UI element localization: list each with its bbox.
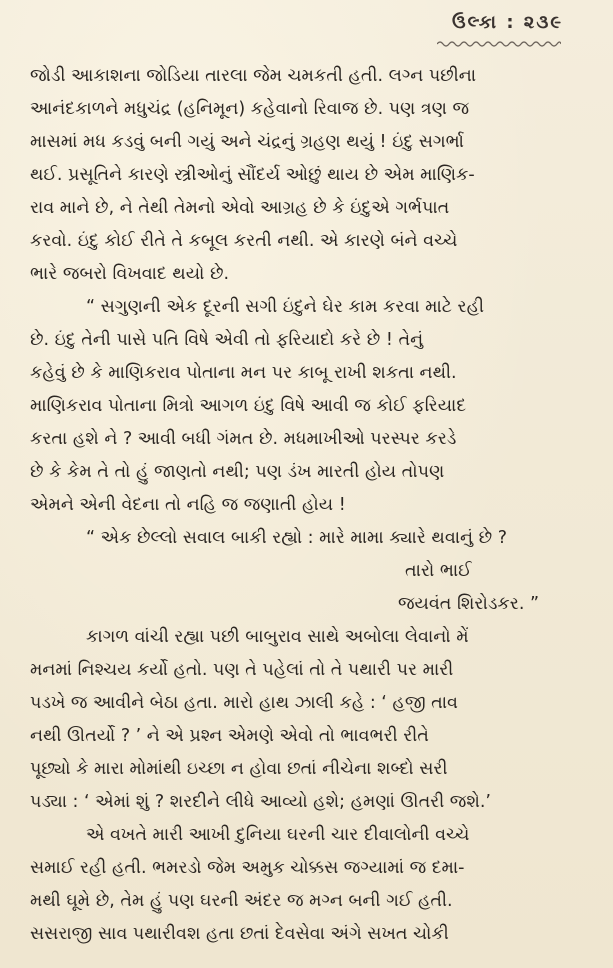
header-underline-ornament [437,40,561,48]
text-line: કરવો. ઇંદુ કોઈ રીતે તે કબૂલ કરતી નથી. એ કારણે બંને વચ્ચે [30,231,458,251]
text-line: એમને એની વેદના તો નહિ જ જણાતી હોય ! [30,495,346,515]
text-line: “ સગુણની એક દૂરની સગી ઇંદુને ઘેર કામ કરવા માટે રહી [86,297,485,317]
text-line: થઈ. પ્રસૂતિને કારણે સ્ત્રીઓનું સૌંદર્ય ઓછું થાય છે એમ માણિક- [30,165,475,185]
text-line: છે કે કેમ તે તો હું જાણતો નથી; પણ ડંખ મારતી હોય તોપણ [30,462,445,482]
text-line: પડ્યા : ‘ એમાં શું ? શરદીને લીધે આવ્યો હશે; હમણાં ઊતરી જશે.’ [30,792,491,812]
text-line: પડખે જ આવીને બેઠા હતા. મારો હાથ ઝાલી કહે : ‘ હજી તાવ [30,693,458,713]
text-line: આનંદકાળને મધુચંદ્ર (હનિમૂન) કહેવાનો રિવાજ છે. પણ ત્રણ જ [30,99,470,119]
text-line: જોડી આકાશના જોડિયા તારલા જેમ ચમકતી હતી. લગ્ન પછીના [30,66,477,86]
page-body-text [30,60,582,951]
running-header: ઉલ્કા : ૨૩૯ [451,12,563,33]
text-line: રાવ માને છે, ને તેથી તેમનો એવો આગ્રહ છે કે ઇંદુએ ગર્ભપાત [30,198,450,218]
text-line: મથી ઘૂમે છે, તેમ હું પણ ઘરની અંદર જ મગ્ન બની ગઈ હતી. [30,891,453,911]
text-line: એ વખતે મારી આખી દુનિયા ઘરની ચાર દીવાલોની વચ્ચે [86,825,470,845]
text-line: સસરાજી સાવ પથારીવશ હતા છતાં દેવસેવા અંગે સખત ચોકી [30,924,449,944]
text-line: ભારે જબરો વિખવાદ થયો છે. [30,264,230,284]
text-line: છે. ઇંદુ તેની પાસે પતિ વિષે એવી તો ફરિયાદો કરે છે ! તેનું [30,330,424,350]
text-line: પૂછ્યો કે મારા મોમાંથી ઇચ્છા ન હોવા છતાં નીચેના શબ્દો સરી [30,759,448,779]
text-line: નથી ઊતર્યો ? ’ ને એ પ્રશ્ન એમણે એવો તો ભાવભરી રીતે [30,726,429,746]
text-line: કાગળ વાંચી રહ્યા પછી બાબુરાવ સાથે અબોલા લેવાનો મેં [86,627,469,647]
text-line: કરતા હશે ને ? આવી બધી ગંમત છે. મધમાખીઓ પરસ્પર કરડે [30,429,457,449]
letter-signoff: તારો ભાઈ [405,561,472,581]
text-line: માસમાં મધ કડવું બની ગયું અને ચંદ્રનું ગ્રહણ થયું ! ઇંદુ સગર્ભા [30,132,464,152]
text-line: માણિકરાવ પોતાના મિત્રો આગળ ઇંદુ વિષે આવી જ કોઈ ફરિયાદ [30,396,467,416]
text-line: કહેવું છે કે માણિકરાવ પોતાના મન પર કાબૂ રાખી શકતા નથી. [30,363,457,383]
text-line: મનમાં નિશ્ચય કર્યો હતો. પણ તે પહેલાં તો તે પથારી પર મારી [30,660,454,680]
text-line: સમાઈ રહી હતી. ભમરડો જેમ અમુક ચોક્કસ જગ્યામાં જ દમા- [30,858,465,878]
text-line: “ એક છેલ્લો સવાલ બાકી રહ્યો : મારે મામા ક્યારે થવાનું છે ? [86,528,507,548]
letter-signature-name: જયવંત શિરોડકર. ” [398,594,540,614]
